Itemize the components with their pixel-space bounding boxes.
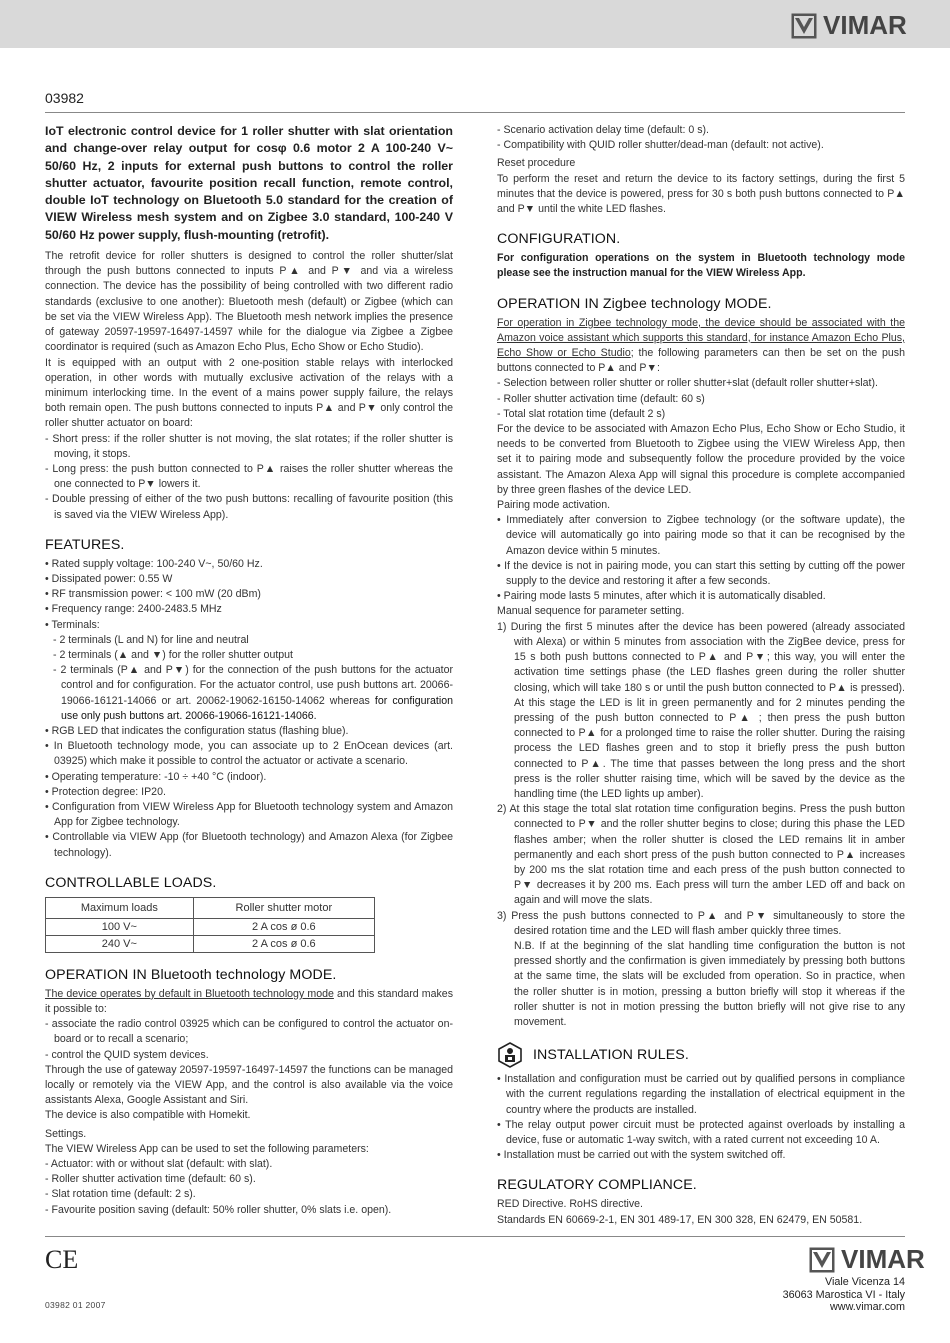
settings-intro: The VIEW Wireless App can be used to set the following parameters: [45, 1142, 369, 1155]
settings-label: Settings. [45, 1127, 87, 1140]
intro-paragraph-1: The retrofit device for roller shutters is designed to control the roller shutter/slat through the push buttons connected to inputs P▲ and P▼ and via a wireless connection. The device has the possibility of being controlled with two different radio standards (exclusive to one another): Bluetooth mesh (default) or Zigbee (which can be set via the VIEW Wireless App). The Bluetooth mesh network implies the presence of gateway 20597-19597-16497-14597 while for the dialogue via Zigbee a Zigbee coordinator is required (such as Amazon Echo Plus, Echo Show or Echo Studio). [45, 250, 453, 354]
zigbee-lead-rest: ; the following parameters can then be set on the push buttons connected to P▲ and P▼: [497, 347, 905, 375]
feature-item: • Frequency range: 2400-2483.5 MHz [45, 603, 222, 616]
regulatory-line: Standards EN 60669-2-1, EN 301 489-17, EN 300 328, EN 62479, EN 50581. [497, 1213, 863, 1226]
terminal-item: - 2 terminals (L and N) for line and neutral [53, 633, 249, 646]
terminal-item-text: - 2 terminals (P▲ and P▼) for the connection of the push buttons for the actuator control and for configuration. For the actuator control, use push buttons art. 20066-19066-16121-14066 or art. 20062-19062-16150-14062 whereas [53, 664, 453, 707]
settings-item: - Favourite position saving (default: 50% roller shutter, 0% slats i.e. open). [45, 1203, 392, 1216]
feature-item: • RF transmission power: < 100 mW (20 dBm) [45, 588, 261, 601]
feature-item: • Rated supply voltage: 100-240 V~, 50/60 Hz. [45, 557, 263, 570]
table-cell: 240 V~ [46, 935, 194, 952]
footer-document-code: 03982 01 2007 [45, 1300, 106, 1310]
bluetooth-paragraph-1: Through the use of gateway 20597-19597-16497-14597 the functions can be managed locally or remotely via the VIEW App, and the control is also available via the voice assistants Alexa, Google Assistant and Siri. [45, 1063, 453, 1107]
pairing-label: Pairing mode activation. [497, 499, 611, 512]
installation-item: • The relay output power circuit must be protected against overloads by installing a device, fuse or automatic 1-way switch, with a rated current not exceeding 10 A. [497, 1118, 905, 1146]
zigbee-lead-underlined: For operation in Zigbee technology mode, the device should be associated with the Amazon voice assistant which supports this standard, for instance Amazon Echo Plus, Echo Show or Echo Studio [497, 316, 905, 360]
reset-text: To perform the reset and return the device to its factory settings, during the first 5 minutes that the device is powered, press for 30 s both push buttons connected to P▲ and P▼ until the white LED flashes. [497, 172, 905, 216]
installation-item: • Installation and configuration must be carried out by qualified persons in compliance with the current regulations regarding the installation of electrical equipment in the country where the products are installed. [497, 1073, 905, 1116]
product-description-title: IoT electronic control device for 1 roller shutter with slat orientation and change-over relay output for cosφ 0.6 motor 2 A 100-240 V~ 50/60 Hz, 2 inputs for external push buttons to control the roller shutter actuator, favourite position recall function, remote control, double IoT technology on Bluetooth 5.0 standard for the creation of VIEW Wireless mesh system and on Zigbee 3.0 standard, 100-240 V 50/60 Hz power supply, flush-mounting (retrofit). [45, 124, 453, 242]
header-divider [45, 112, 905, 113]
bluetooth-lead-rest: and this standard makes it possible to: [45, 987, 453, 1015]
installer-icon [497, 1042, 523, 1068]
right-column [497, 123, 905, 1228]
bluetooth-lead [45, 987, 453, 1017]
intro-paragraph-2: It is equipped with an output with 2 one-position stable relays with interlocked operation, in other words with mutually exclusive activation of the relays with a minimum interlocking time. In the event of a mains power supply failure, the relays both remain open. The push buttons connected to inputs P▲ and P▼ only control the roller shutter actuator on board: [45, 356, 453, 430]
zigbee-param: - Selection between roller shutter or roller shutter+slat (default roller shutter+slat). [497, 377, 878, 390]
nb-note: N.B. If at the beginning of the slat handling time configuration the button is not pressed shortly and the confirmation is given immediately by pressing both buttons at the same time, the slats will be excluded from operation. So in practice, when the roller shutter is in motion, pressing a button briefly will stop it whereas if the roller shutter is not in motion pressing the button briefly will not give rise to any movement. [514, 939, 905, 1028]
vimar-logo-icon [791, 13, 817, 39]
bluetooth-lead-underlined: The device operates by default in Bluetooth technology mode [45, 987, 334, 1000]
configuration-heading: CONFIGURATION. [497, 231, 621, 248]
feature-item: • In Bluetooth technology mode, you can associate up to 2 EnOcean devices (art. 03925) which make it possible to control the actuator or activate a scenario. [45, 740, 453, 768]
footer-divider [45, 1236, 905, 1237]
installation-heading-row [497, 1042, 905, 1068]
configuration-text: For configuration operations on the system in Bluetooth technology mode please see the instruction manual for the VIEW Wireless App. [497, 252, 905, 280]
reset-label: Reset procedure [497, 157, 576, 170]
table-row [46, 918, 375, 935]
pairing-item: • Pairing mode lasts 5 minutes, after which it is automatically disabled. [497, 590, 826, 603]
manual-step: 3) Press the push buttons connected to P▲ and P▼ simultaneously to store the desired rotation time and the LED will flash amber quickly three times. [497, 909, 905, 937]
manual-step: 2) At this stage the total slat rotation time configuration begins. Press the push button connected to P▼ and the roller shutter begins to close; during this phase the LED flashes amber; when the roller shutter is closed the LED remains lit in amber permanently and each short press of the push button connected to P▲ increases by 200 ms the slat rotation time and each press of the push button connected to P▼ decreases it by 200 ms. Each press will turn the amber LED off and back on again and will move the slats. [497, 803, 905, 907]
address-line: 36063 Marostica VI - Italy [782, 1288, 905, 1301]
settings-item: - Roller shutter activation time (default: 60 s). [45, 1173, 256, 1186]
bluetooth-item: - associate the radio control 03925 which can be configured to control the actuator on-board or to recall a scenario; [45, 1018, 453, 1046]
zigbee-paragraph: For the device to be associated with Amazon Echo Plus, Echo Show or Echo Studio, it needs to be converted from Bluetooth to Zigbee using the VIEW Wireless App, then set it to pairing mode and subsequently follow the procedure provided by the voice assistant. The Amazon Alexa App will signal this procedure is complete accompanied by three green flashes of the device LED. [497, 423, 905, 496]
left-column [45, 123, 453, 1218]
table-header-row [46, 897, 375, 918]
controllable-loads-heading: CONTROLLABLE LOADS. [45, 874, 217, 891]
terminal-item [45, 663, 453, 724]
installation-heading: INSTALLATION RULES. [533, 1047, 689, 1064]
website-link[interactable]: www.vimar.com [830, 1301, 905, 1314]
feature-item: • Configuration from VIEW Wireless App for Bluetooth technology system and Amazon App for Zigbee technology. [45, 800, 453, 829]
intro-item: - Short press: if the roller shutter is not moving, the slat rotates; if the roller shutter is moving, it stops. [45, 432, 453, 460]
vimar-logo-footer [809, 1244, 925, 1275]
zigbee-mode-heading: OPERATION IN Zigbee technology MODE. [497, 295, 772, 312]
table-row [46, 935, 375, 952]
feature-item: • Protection degree: IP20. [45, 785, 166, 798]
manual-step: 1) During the first 5 minutes after the device has been powered (already associated with Alexa) or within 5 minutes from association with the ZigBee device, press for 15 s both push buttons connected to P▲ and P▼; this way, you will enter the activation time settings phase (the LED flashes green during the roller shutter closing, which will take 180 s or until the push button connected to P▲ is pressed). At this stage the LED is lit in green permanently and for 2 minutes pending the pressing of the push button connected to P▲ ; then press the push button connected to P▲ for a prolonged time to raise the roller shutter. During the raising process the LED flashes green and to stop it briefly press the push button connected to P▲. The time that passes between the long press and the short press is the roller shutter raising time, which will be saved by the device as the handling time (the LED lights up amber). [497, 620, 905, 800]
regulatory-line: RED Directive. RoHS directive. [497, 1198, 643, 1211]
settings-item: - Slat rotation time (default: 2 s). [45, 1188, 196, 1201]
table-header-cell: Maximum loads [46, 897, 194, 918]
settings-item: - Actuator: with or without slat (default: with slat). [45, 1158, 273, 1171]
company-address [783, 1276, 905, 1314]
table-header-cell: Roller shutter motor [193, 897, 374, 918]
bluetooth-paragraph-2: The device is also compatible with Homekit. [45, 1109, 251, 1122]
installation-item: • Installation must be carried out with the system switched off. [497, 1149, 786, 1162]
loads-table [45, 897, 375, 953]
terminal-item: - 2 terminals (▲ and ▼) for the roller shutter output [53, 648, 294, 661]
address-line: Viale Vicenza 14 [824, 1276, 905, 1288]
ce-mark: CE [45, 1245, 79, 1274]
regulatory-heading: REGULATORY COMPLIANCE. [497, 1177, 697, 1194]
zigbee-lead [497, 316, 905, 377]
feature-item: • Terminals: [45, 618, 100, 631]
feature-item: • Controllable via VIEW App (for Bluetooth technology) and Amazon Alexa (for Zigbee technology). [45, 831, 453, 859]
feature-item: • Operating temperature: -10 ÷ +40 °C (indoor). [45, 770, 267, 783]
table-cell: 100 V~ [46, 918, 194, 935]
manual-sequence-label: Manual sequence for parameter setting. [497, 605, 685, 618]
pairing-item: • Immediately after conversion to Zigbee technology (or the software update), the device will automatically go into pairing mode so that it can be recognised by the Amazon device within 5 minutes. [497, 514, 905, 557]
feature-item: • Dissipated power: 0.55 W [45, 572, 173, 585]
table-cell: 2 A cos ø 0.6 [193, 935, 374, 952]
bluetooth-mode-heading: OPERATION IN Bluetooth technology MODE. [45, 966, 337, 983]
intro-item: - Double pressing of either of the two push buttons: recalling of favourite position (this is saved via the VIEW Wireless App). [45, 493, 453, 521]
vimar-logo-icon [809, 1247, 835, 1273]
settings-item: - Scenario activation delay time (default: 0 s). [497, 124, 709, 136]
terminal-item-emphasis: for configuration use only push buttons art. 20066-19066-16121-14066. [61, 694, 454, 722]
zigbee-param: - Total slat rotation time (default 2 s) [497, 407, 666, 420]
feature-item: • RGB LED that indicates the configuration status (flashing blue). [45, 724, 349, 737]
settings-item: - Compatibility with QUID roller shutter/dead-man (default: not active). [497, 139, 824, 152]
intro-item: - Long press: the push button connected to P▲ raises the roller shutter whereas the one connected to P▼ lowers it. [45, 462, 453, 491]
features-heading: FEATURES. [45, 536, 125, 553]
zigbee-param: - Roller shutter activation time (default: 60 s) [497, 392, 705, 405]
table-cell: 2 A cos ø 0.6 [193, 918, 374, 935]
brand-name: VIMAR [841, 1244, 925, 1274]
pairing-item: • If the device is not in pairing mode, you can start this setting by cutting off the power supply to the device and restoring it after a few seconds. [497, 559, 905, 588]
brand-name: VIMAR [823, 10, 907, 40]
vimar-logo-header [791, 10, 907, 41]
document-code: 03982 [45, 90, 84, 106]
bluetooth-item: - control the QUID system devices. [45, 1048, 209, 1061]
